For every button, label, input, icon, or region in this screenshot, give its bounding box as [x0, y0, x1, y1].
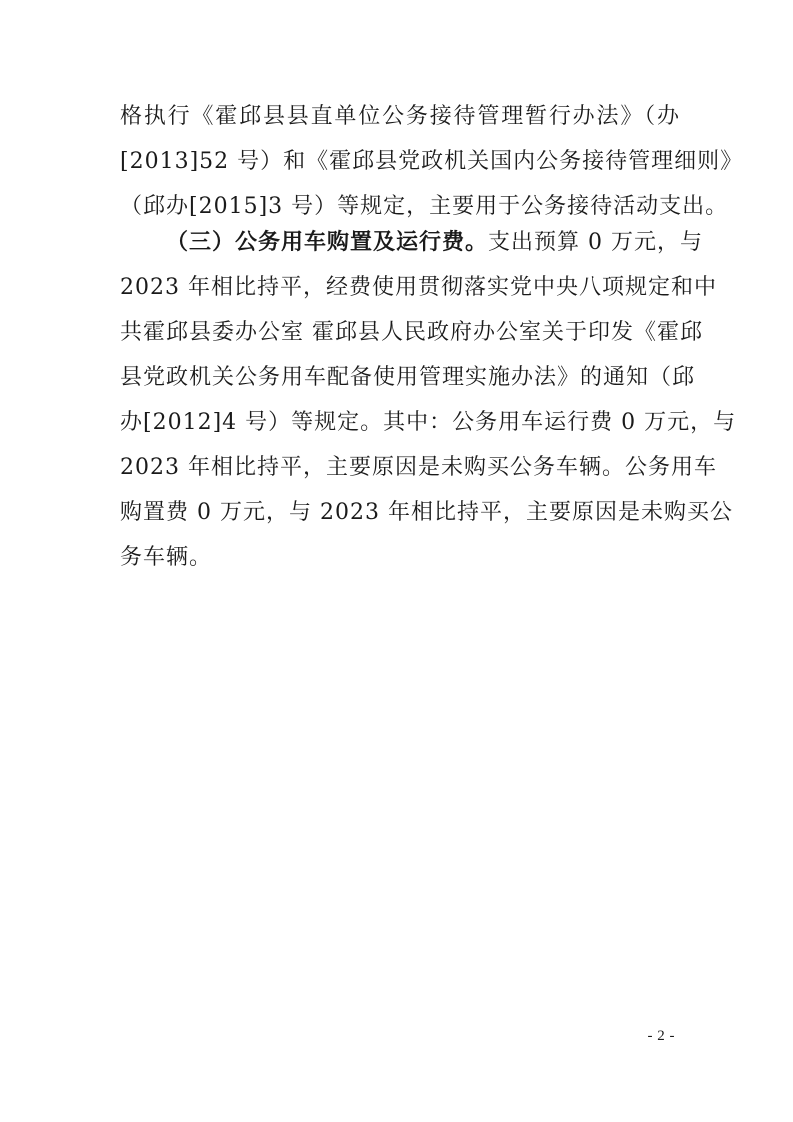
paragraph-2-line-8: 务车辆。 — [120, 545, 213, 570]
paragraph-2-line-1 — [166, 228, 703, 258]
paragraph-1-line-3: （邱办[2015]3 号）等规定，主要用于公务接待活动支出。 — [120, 194, 729, 219]
paragraph-2-line-6: 2023 年相比持平，主要原因是未购买公务车辆。公务用车 — [120, 455, 717, 480]
paragraph-2-line-4: 县党政机关公务用车配备使用管理实施办法》的通知（邱 — [120, 365, 696, 390]
paragraph-1-line-1: 格执行《霍邱县县直单位公务接待管理暂行办法》（办 — [120, 104, 680, 129]
paragraph-1-line-2: [2013]52 号）和《霍邱县党政机关国内公务接待管理细则》 — [120, 149, 744, 174]
paragraph-2-line-2: 2023 年相比持平，经费使用贯彻落实党中央八项规定和中 — [120, 275, 717, 300]
paragraph-2-line-1-text: 支出预算 0 万元，与 — [488, 230, 703, 255]
paragraph-2-line-3: 共霍邱县委办公室 霍邱县人民政府办公室关于印发《霍邱 — [120, 320, 703, 345]
paragraph-2-line-7: 购置费 0 万元，与 2023 年相比持平，主要原因是未购买公 — [120, 500, 733, 525]
section-heading: （三）公务用车购置及运行费。 — [166, 230, 489, 255]
paragraph-2-line-5: 办[2012]4 号）等规定。其中：公务用车运行费 0 万元，与 — [120, 410, 737, 435]
page-number: - 2 - — [647, 1028, 675, 1044]
